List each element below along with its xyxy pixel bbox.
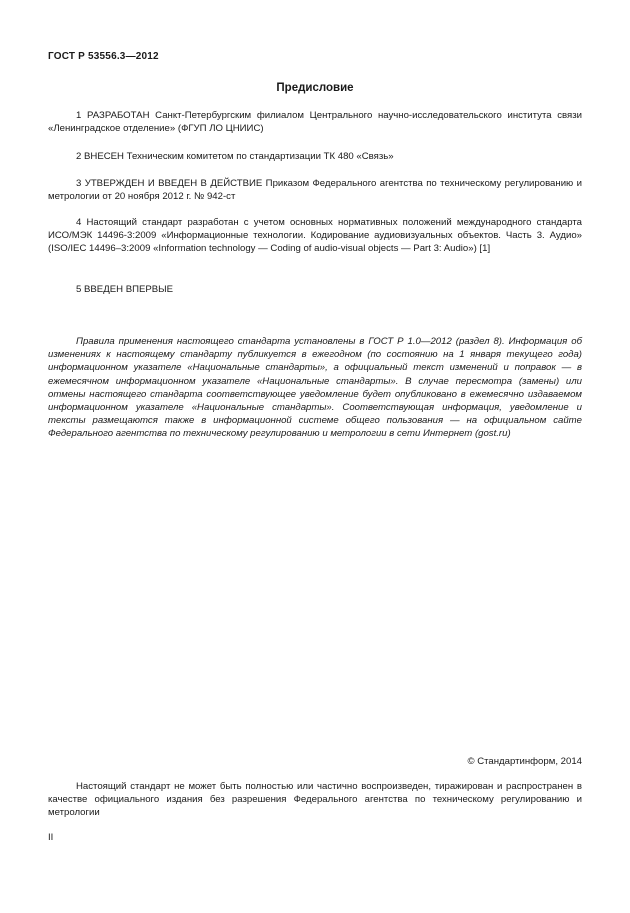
page-title: Предисловие xyxy=(276,82,354,94)
reproduction-notice: Настоящий стандарт не может быть полностью или частично воспроизведен, тиражирован и распространен в качестве официального издания без разрешения Федерального агентства по техническому регулированию и метрологии xyxy=(48,781,582,819)
application-rules-notice: Правила применения настоящего стандарта установлены в ГОСТ Р 1.0—2012 (раздел 8). Информация об изменениях к настоящему стандарту публикуется в ежегодном (по состоянию на 1 января текущего года) информационном указателе «Национальные стандарты», а официальный текст изменений и поправок — в ежемесячном информационном указателе «Национальные стандарты». В случае пересмотра (замены) или отмены настоящего стандарта соответствующее уведомление будет опубликовано в ежемесячно издаваемом информационном указателе «Национальные стандарты». Соответствующая информация, уведомление и тексты размещаются также в информационной системе общего пользования — на официальном сайте Федерального агентства по техническому регулированию и метрологии в сети Интернет (gost.ru) xyxy=(48,336,582,440)
paragraph-approved: 3 УТВЕРЖДЕН И ВВЕДЕН В ДЕЙСТВИЕ Приказом Федерального агентства по техническому регулированию и метрологии от 20 ноября 2012 г. № 942-ст xyxy=(48,178,582,203)
paragraph-developed-by: 1 РАЗРАБОТАН Санкт-Петербургским филиалом Центрального научно-исследовательского института связи «Ленинградское отделение» (ФГУП ЛО ЦНИИС) xyxy=(48,110,582,135)
paragraph-basis-standard: 4 Настоящий стандарт разработан с учетом основных нормативных положений международного стандарта ИСО/МЭК 14496-3:2009 «Информационные технологии. Кодирование аудиовизуальных объектов. Часть 3. Аудио» (ISO/IEC 14496–3:2009 «Information technology — Coding of audio-visual objects — Part 3: Audio») [1] xyxy=(48,217,582,255)
paragraph-first-introduced: 5 ВВЕДЕН ВПЕРВЫЕ xyxy=(76,284,174,295)
page-number: II xyxy=(48,832,54,843)
copyright-line: © Стандартинформ, 2014 xyxy=(467,756,582,767)
document-code: ГОСТ Р 53556.3—2012 xyxy=(48,51,159,62)
paragraph-submitted-by: 2 ВНЕСЕН Техническим комитетом по стандартизации ТК 480 «Связь» xyxy=(76,151,394,162)
